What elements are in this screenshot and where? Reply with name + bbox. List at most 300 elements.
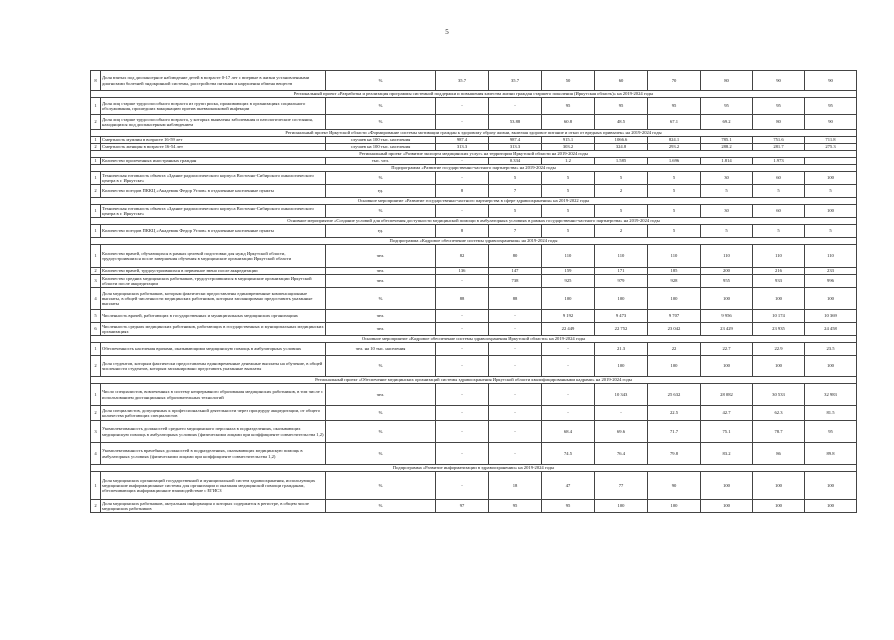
section-title: Региональный проект «Обеспечение медицинских организаций системы здравоохранения Иркутской области квалифицированными кадрами» на 2019-2024 годы [91,377,857,384]
value-2022: 100 [701,500,753,513]
table-row [91,115,857,130]
value-2024: 100 [805,500,857,513]
value-2024: 100 [805,472,857,500]
indicator-name: Доля медицинских организаций государственной и муниципальной систем здравоохранения, использующих медицинские информационные системы для организации и оказания медицинской помощи гражданам, обеспечивающих информационное взаимодействие с ЕГИСЗ [101,472,326,500]
value-2024: 5 [805,185,857,198]
unit: чел. [326,310,436,323]
value-2018: 738 [489,275,542,288]
table-row [91,472,857,500]
value-2022: 75.1 [701,421,753,443]
value-2017: 8 [436,185,489,198]
row-number: 2 [91,356,101,377]
indicator-name: Количество врачей, трудоустроившихся в первичное звено после аккредитации [101,268,326,275]
value-2020: 5 [595,205,648,218]
section-header-row [91,465,857,472]
row-number: 4 [91,443,101,465]
value-2021: 1.696 [648,158,701,165]
value-2018: - [489,98,542,115]
value-2021: 90 [648,472,701,500]
value-2020: 9 473 [595,310,648,323]
section-header-row [91,336,857,343]
row-number: 2 [91,185,101,198]
indicator-name: Укомплектованность врачебных должностей в подразделениях, оказывающих медицинскую помощь в амбулаторных условиях (физическими лицами при коэффициенте совместительства 1,2) [101,443,326,465]
value-2021: 5 [648,205,701,218]
value-2022: 22.7 [701,343,753,356]
row-number: 2 [91,500,101,513]
value-2017: - [436,275,489,288]
value-2023: 62.3 [753,406,805,421]
value-2021: 100 [648,288,701,310]
unit: случаев на 100 тыс. населения [326,144,436,151]
section-title: Подпрограмма «Кадровое обеспечение системы здравоохранения» на 2019-2024 годы [91,238,857,245]
value-2023: 100 [753,500,805,513]
unit: % [326,356,436,377]
table-row [91,384,857,406]
value-2020: 100 [595,288,648,310]
value-2019: 74.5 [542,443,595,465]
row-number: 6 [91,323,101,336]
value-2019: 5 [542,185,595,198]
value-2023: 100 [753,472,805,500]
value-2017: - [436,205,489,218]
table-row [91,205,857,218]
value-2024: 996 [805,275,857,288]
value-2020: 22 752 [595,323,648,336]
unit: % [326,406,436,421]
indicator-name: Доля лиц старше трудоспособного возраста из групп риска, проживающих в организациях социального обслуживания, прошедших вакцинацию против пневмококковой инфекции [101,98,326,115]
value-2021: 5 [648,185,701,198]
unit: % [326,172,436,185]
value-2022: 100 [701,472,753,500]
value-2024: 24 458 [805,323,857,336]
value-2022: 100 [701,356,753,377]
value-2020: - [595,406,648,421]
value-2022: 9 956 [701,310,753,323]
value-2022: 28 082 [701,384,753,406]
value-2020: 21.3 [595,343,648,356]
value-2024: 110 [805,245,857,268]
unit: чел. [326,384,436,406]
indicator-name: Количество поездов ПККЦ «Академик Федор Углов» в отдаленные населенные пункты [101,185,326,198]
value-2020: 100 [595,500,648,513]
indicator-name: Техническая готовность объекта «Здание радиологического корпуса Восточно-Сибирского онкологического центра в г. Иркутске» [101,205,326,218]
value-2018: 987.4 [489,137,542,144]
value-2019: 50 [542,71,595,91]
value-2023: 110 [753,245,805,268]
value-2021: 5 [648,172,701,185]
indicator-name: Укомплектованность должностей среднего медицинского персонала в подразделениях, оказывающих медицинскую помощь в амбулаторных условиях (физическими лицами при коэффициенте совместительства 1,2) [101,421,326,443]
section-title: Основное мероприятие «Кадровое обеспечение системы здравоохранения Иркутской области» на 2019-2024 годы [91,336,857,343]
indicator-name: Смертность женщин в возрасте 16-54 лет [101,144,326,151]
indicator-name: Доля медицинских работников, которым фактически предоставлены единовременные компенсационные выплаты, в общей численности медицинских работников, которым запланировано предоставить указанные выплаты [101,288,326,310]
value-2019: 95 [542,98,595,115]
value-2018: - [489,421,542,443]
value-2024: 5 [805,225,857,238]
value-2017: 82 [436,245,489,268]
value-2017: - [436,384,489,406]
value-2019: - [542,343,595,356]
section-title: Региональный проект «Разработка и реализация программы системной поддержки и повышения качества жизни граждан старшего поколения (Иркутская область)» на 2019-2024 годы [91,91,857,98]
value-2019: 925 [542,275,595,288]
value-2018: 5 [489,172,542,185]
value-2017: - [436,472,489,500]
value-2017: 88 [436,288,489,310]
value-2019: 915.1 [542,137,595,144]
unit: % [326,288,436,310]
value-2020: 48.5 [595,115,648,130]
value-2019: 9 192 [542,310,595,323]
value-2018: 80 [489,245,542,268]
value-2018: 7 [489,185,542,198]
value-2018: 7 [489,225,542,238]
unit: % [326,98,436,115]
value-2018: 95 [489,500,542,513]
value-2022: 785.1 [701,137,753,144]
value-2022: 100 [701,288,753,310]
row-number: 2 [91,406,101,421]
indicator-name: Обеспеченность населения врачами, оказывающими медицинскую помощь в амбулаторных условиях [101,343,326,356]
row-number: 1 [91,225,101,238]
value-2021: 185 [648,268,701,275]
value-2018: 147 [489,268,542,275]
value-2021: 928 [648,275,701,288]
value-2017: 97 [436,500,489,513]
value-2023: 60 [753,205,805,218]
table-row [91,288,857,310]
value-2018: 18 [489,472,542,500]
section-header-row [91,198,857,205]
table-row [91,310,857,323]
value-2020: 110 [595,245,648,268]
value-2019: 110 [542,245,595,268]
value-2023: 80 [753,115,805,130]
row-number: 1 [91,98,101,115]
unit: % [326,115,436,130]
value-2021: 110 [648,245,701,268]
value-2022: 69.2 [701,115,753,130]
value-2021: 5 [648,225,701,238]
row-number: 2 [91,115,101,130]
value-2023: 5 [753,185,805,198]
value-2023: 1.973 [753,158,805,165]
value-2021: 25 632 [648,384,701,406]
row-number: 5 [91,310,101,323]
unit: ед. [326,225,436,238]
value-2022: 23 429 [701,323,753,336]
value-2023: 751.6 [753,137,805,144]
value-2019: 159 [542,268,595,275]
value-2022: 83.2 [701,443,753,465]
value-2023: 22.9 [753,343,805,356]
value-2017: - [436,323,489,336]
table-row [91,500,857,513]
row-number: 1 [91,137,101,144]
indicator-name: Количество врачей, обучающихся в рамках целевой подготовки для нужд Иркутской области, трудоустроившихся после завершения обучения в медицинские организации Иркутской области [101,245,326,268]
value-2020: 171 [595,268,648,275]
table-row [91,406,857,421]
value-2024: 90 [805,115,857,130]
value-2019: 100 [542,288,595,310]
value-2021: 100 [648,500,701,513]
table-row [91,185,857,198]
value-2022: 80 [701,71,753,91]
indicator-name: Численность средних медицинских работников, работающих в государственных и муниципальных медицинских организациях [102,323,324,334]
value-2019: 95 [542,500,595,513]
value-2019: 60.8 [542,115,595,130]
value-2020: 2 [595,185,648,198]
table-row [91,172,857,185]
value-2019: 22 449 [542,323,595,336]
value-2019: 5 [542,172,595,185]
table-row [91,71,857,91]
value-2017: 313.3 [436,144,489,151]
table-row [91,245,857,268]
value-2017: - [436,421,489,443]
indicator-name: Техническая готовность объекта «Здание радиологического корпуса Восточно-Сибирского онкологического центра в г. Иркутске» [101,172,326,185]
value-2021: 70 [648,71,701,91]
value-2020: 979 [595,275,648,288]
table-row [91,421,857,443]
value-2024: 100 [805,205,857,218]
table-row [91,137,857,144]
table-row [91,323,857,336]
unit: чел. [326,275,436,288]
value-2024: 23.5 [805,343,857,356]
value-2023: 60 [753,172,805,185]
section-header-row [91,377,857,384]
section-title: Подпрограмма «Развитие государственно-частного партнерства» на 2019-2024 годы [91,165,857,172]
value-2020: 60 [595,71,648,91]
indicator-name: Доля студентов, которым фактически предоставлены единовременные денежные выплаты на обучение, в общей численности студентов, которым запланировано представить указанные выплаты [101,356,326,377]
value-2019: - [542,356,595,377]
value-2022: 95 [701,98,753,115]
row-number: 1 [91,172,101,185]
value-2022: 42.7 [701,406,753,421]
table-row [91,144,857,151]
unit: % [326,443,436,465]
value-2019: 303.2 [542,144,595,151]
value-2021: 23 042 [648,323,701,336]
value-2017: 987.4 [436,137,489,144]
section-header-row [91,238,857,245]
unit: % [326,500,436,513]
row-number: 2 [91,144,101,151]
indicator-name: Доля медицинских работников, актуальная информация о которых содержится в регистре, в общем числе медицинских работников [101,500,326,513]
value-2023: 281.7 [753,144,805,151]
value-2018: - [489,356,542,377]
unit: чел. [326,268,436,275]
value-2017: - [436,406,489,421]
indicator-name: Количество средних медицинских работников, трудоустроившихся в медицинские организации Иркутской области после аккредитации [101,275,326,288]
value-2020: 69.6 [595,421,648,443]
indicator-name: Численность врачей, работающих в государственных и муниципальных медицинских организациях [101,310,326,323]
table-row [91,356,857,377]
value-2018: 88 [489,288,542,310]
row-number: 3 [91,421,101,443]
value-2020: 5 [595,172,648,185]
indicator-name: Доля лиц старше трудоспособного возраста, у которых выявлены заболевания и патологические состояния, находящихся под диспансерным наблюдением [101,115,326,130]
row-number: 1 [91,472,101,500]
value-2023: 10 174 [753,310,805,323]
value-2021: 95 [648,98,701,115]
unit: % [326,421,436,443]
value-2018: - [489,443,542,465]
value-2017: - [436,443,489,465]
value-2018: - [489,343,542,356]
value-2022: 30 [701,172,753,185]
value-2023: 100 [753,356,805,377]
value-2024: 711.8 [805,137,857,144]
table-row [91,443,857,465]
value-2017: 136 [436,268,489,275]
unit: чел. [326,323,436,336]
value-2023: 95 [753,98,805,115]
value-2024: 90 [805,71,857,91]
value-2023: 216 [753,268,805,275]
value-2017: - [436,115,489,130]
value-2020: 76.4 [595,443,648,465]
value-2018: - [489,406,542,421]
value-2021: 293.2 [648,144,701,151]
value-2024: 32 983 [805,384,857,406]
page-number: 5 [445,28,449,36]
row-number: 4 [91,288,101,310]
value-2023: 5 [753,225,805,238]
value-2017: - [436,158,489,165]
unit: % [326,472,436,500]
value-2021: 71.7 [648,421,701,443]
value-2017: - [436,356,489,377]
row-number: 1 [91,384,101,406]
value-2021: 22.5 [648,406,701,421]
value-2021: 9 707 [648,310,701,323]
value-2020: 10 343 [595,384,648,406]
value-2020: 324.8 [595,144,648,151]
section-header-row [91,218,857,225]
table-row [91,275,857,288]
value-2017: - [436,172,489,185]
table-row [91,225,857,238]
value-2018: - [489,310,542,323]
value-2017: 35.7 [436,71,489,91]
value-2021: 100 [648,356,701,377]
section-title: Региональный проект Иркутской области «Формирование системы мотивации граждан к здоровому образу жизни, включая здоровое питание и отказ от вредных привычек» на 2019-2024 годы [91,130,857,137]
section-title: Основное мероприятие «Создание условий для обеспечения доступности медицинской помощи в амбулаторных условиях в рамках государственно-частного партнерства» на 2019-2024 годы [91,218,857,225]
value-2023: 23 935 [753,323,805,336]
value-2022: 110 [701,245,753,268]
value-2019: 5 [542,205,595,218]
value-2024: 95 [805,98,857,115]
value-2021: 824.1 [648,137,701,144]
unit: ед. [326,185,436,198]
row-number: 1 [91,245,101,268]
value-2018: 53.88 [489,115,542,130]
value-2024: 10 369 [805,310,857,323]
value-2022: 288.2 [701,144,753,151]
value-2022: 200 [701,268,753,275]
value-2024 [805,158,857,165]
value-2022: 30 [701,205,753,218]
value-2018: - [489,323,542,336]
value-2024: 100 [805,288,857,310]
section-header-row [91,151,857,158]
indicator-name: Количество поездов ПККЦ «Академик Федор Углов» в отдаленные населенные пункты [101,225,326,238]
value-2023: 100 [753,288,805,310]
section-title: Основное мероприятие «Развитие государственно-частного партнерства в сфере здравоохранения» на 2019-2022 годы [91,198,857,205]
value-2018: 35.7 [489,71,542,91]
value-2018: - [489,384,542,406]
value-2019: 68.4 [542,421,595,443]
value-2020: 2 [595,225,648,238]
indicator-name: Доля специалистов, допущенных к профессиональной деятельности через процедуру аккредитации, от общего количества работающих специалистов [101,406,326,421]
value-2024: 233 [805,268,857,275]
value-2023: 86 [753,443,805,465]
row-number: 2 [91,268,101,275]
value-2017: - [436,98,489,115]
value-2024: 100 [805,356,857,377]
indicator-name: Число специалистов, вовлеченных в систему непрерывного образования медицинских работников, в том числе с использованием дистанционных образовательных технологий [101,384,326,406]
table-row [91,158,857,165]
table-row [91,343,857,356]
value-2020: 77 [595,472,648,500]
row-number: 8 [91,71,101,91]
value-2017: - [436,310,489,323]
unit: тыс. чел. [326,158,436,165]
table-row [91,268,857,275]
row-number: 1 [91,343,101,356]
value-2019: 1.2 [542,158,595,165]
value-2019: - [542,384,595,406]
section-header-row [91,91,857,98]
value-2020: 1.585 [595,158,648,165]
value-2020: 100 [595,356,648,377]
value-2020: 95 [595,98,648,115]
section-title: Региональный проект «Развитие экспорта медицинских услуг» на территории Иркутской области на 2019-2024 годы [91,151,857,158]
unit: % [326,71,436,91]
value-2021: 22 [648,343,701,356]
table-row [91,98,857,115]
value-2024: 275.3 [805,144,857,151]
indicator-name: Доля взятых под диспансерное наблюдение детей в возрасте 0-17 лет с впервые в жизни установленными диагнозами болезней эндокринной системы, расстройства питания и нарушения обмена веществ [101,71,326,91]
indicator-name: Количество пролеченных иностранных граждан [101,158,326,165]
section-title: Подпрограмма «Развитие информатизации в здравоохранении» на 2019-2024 годы [91,465,857,472]
value-2024: 95 [805,421,857,443]
value-2017: - [436,343,489,356]
unit: чел. на 10 тыс. населения [326,343,436,356]
indicators-table [90,70,857,513]
value-2018: 5 [489,205,542,218]
value-2017: 8 [436,225,489,238]
section-header-row [91,130,857,137]
value-2019: - [542,406,595,421]
value-2022: 5 [701,185,753,198]
value-2018: 0.334 [489,158,542,165]
value-2024: 100 [805,172,857,185]
value-2024: 89.8 [805,443,857,465]
unit: случаев на 100 тыс. населения [326,137,436,144]
value-2019: 47 [542,472,595,500]
value-2023: 78.7 [753,421,805,443]
value-2018: 313.3 [489,144,542,151]
value-2023: 30 533 [753,384,805,406]
value-2022: 1.814 [701,158,753,165]
value-2023: 933 [753,275,805,288]
row-number: 1 [91,205,101,218]
value-2023: 90 [753,71,805,91]
value-2022: 955 [701,275,753,288]
value-2022: 5 [701,225,753,238]
value-2021: 79.8 [648,443,701,465]
